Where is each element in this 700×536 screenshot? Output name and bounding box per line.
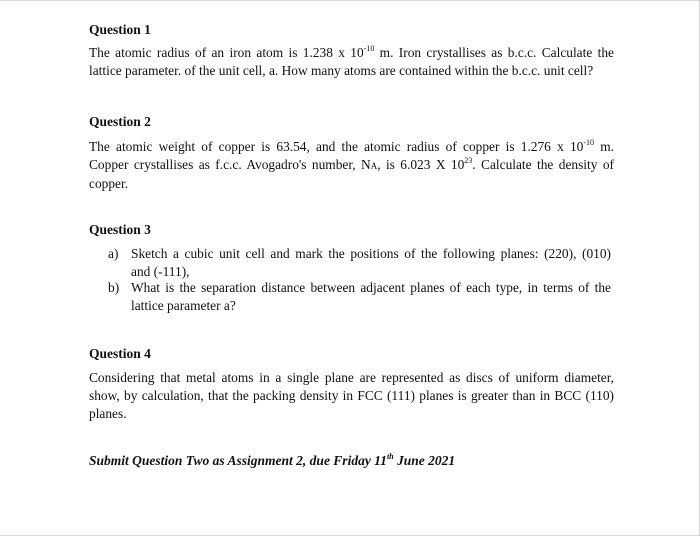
q2-line2-end: . Calculate the density of [472, 157, 614, 172]
q1-exponent: -10 [363, 43, 375, 53]
question-2-line-1 [89, 138, 614, 156]
part-a-label: a) [108, 246, 119, 261]
q2-exponent-2: 23 [464, 155, 473, 165]
part-b-line-2: lattice parameter a? [131, 298, 236, 313]
part-a-line-2: and (-111), [131, 264, 190, 279]
question-3-part-a [0, 245, 700, 281]
q2-line2-start: Copper crystallises as f.c.c. Avogadro's number, N [89, 157, 371, 172]
part-b-line-1: What is the separation distance between adjacent planes of each type, in terms of the [131, 280, 611, 295]
submission-ordinal: th [386, 451, 394, 461]
question-1-line-1 [89, 44, 614, 62]
question-2-title: Question 2 [89, 114, 151, 129]
question-4-line-3: planes. [89, 406, 127, 421]
q1-line1-end: m. Iron crystallises as b.c.c. Calculate the [374, 45, 614, 60]
q1-line1-start: The atomic radius of an iron atom is 1.238 x 10 [89, 45, 364, 60]
part-b-text [131, 279, 611, 315]
page-border-top [0, 0, 700, 1]
submission-text-start: Submit Question Two as Assignment 2, due Friday 11 [89, 453, 387, 468]
q2-line2-mid: , is 6.023 X 10 [377, 157, 465, 172]
question-1-line-2: lattice parameter. of the unit cell, a. How many atoms are contained within the b.c.c. unit cell? [89, 63, 594, 78]
q2-avogadro-subscript: A [370, 161, 378, 171]
question-2-text [89, 138, 614, 193]
question-3-title: Question 3 [89, 222, 151, 237]
question-4-line-1: Considering that metal atoms in a single plane are represented as discs of uniform diameter, [89, 370, 614, 385]
part-a-text [131, 245, 611, 281]
q2-line1-end: m. [594, 139, 614, 154]
question-1-title: Question 1 [89, 22, 151, 37]
question-2-line-3: copper. [89, 176, 129, 191]
part-a-line-1: Sketch a cubic unit cell and mark the positions of the following planes: (220), (010) [131, 246, 611, 261]
question-2-line-2 [89, 156, 614, 175]
submission-note [89, 453, 455, 469]
submission-text-end: June 2021 [393, 453, 456, 468]
question-4-title: Question 4 [89, 346, 151, 361]
question-4-line-2: show, by calculation, that the packing density in FCC (111) planes is greater than in BCC (110) [89, 388, 614, 403]
q2-line1-start: The atomic weight of copper is 63.54, and the atomic radius of copper is 1.276 x 10 [89, 139, 584, 154]
question-1-text [89, 44, 614, 80]
question-3-part-b [0, 279, 700, 315]
q2-exponent-1: -10 [583, 137, 595, 147]
part-b-label: b) [108, 280, 120, 295]
question-4-text [89, 369, 614, 423]
